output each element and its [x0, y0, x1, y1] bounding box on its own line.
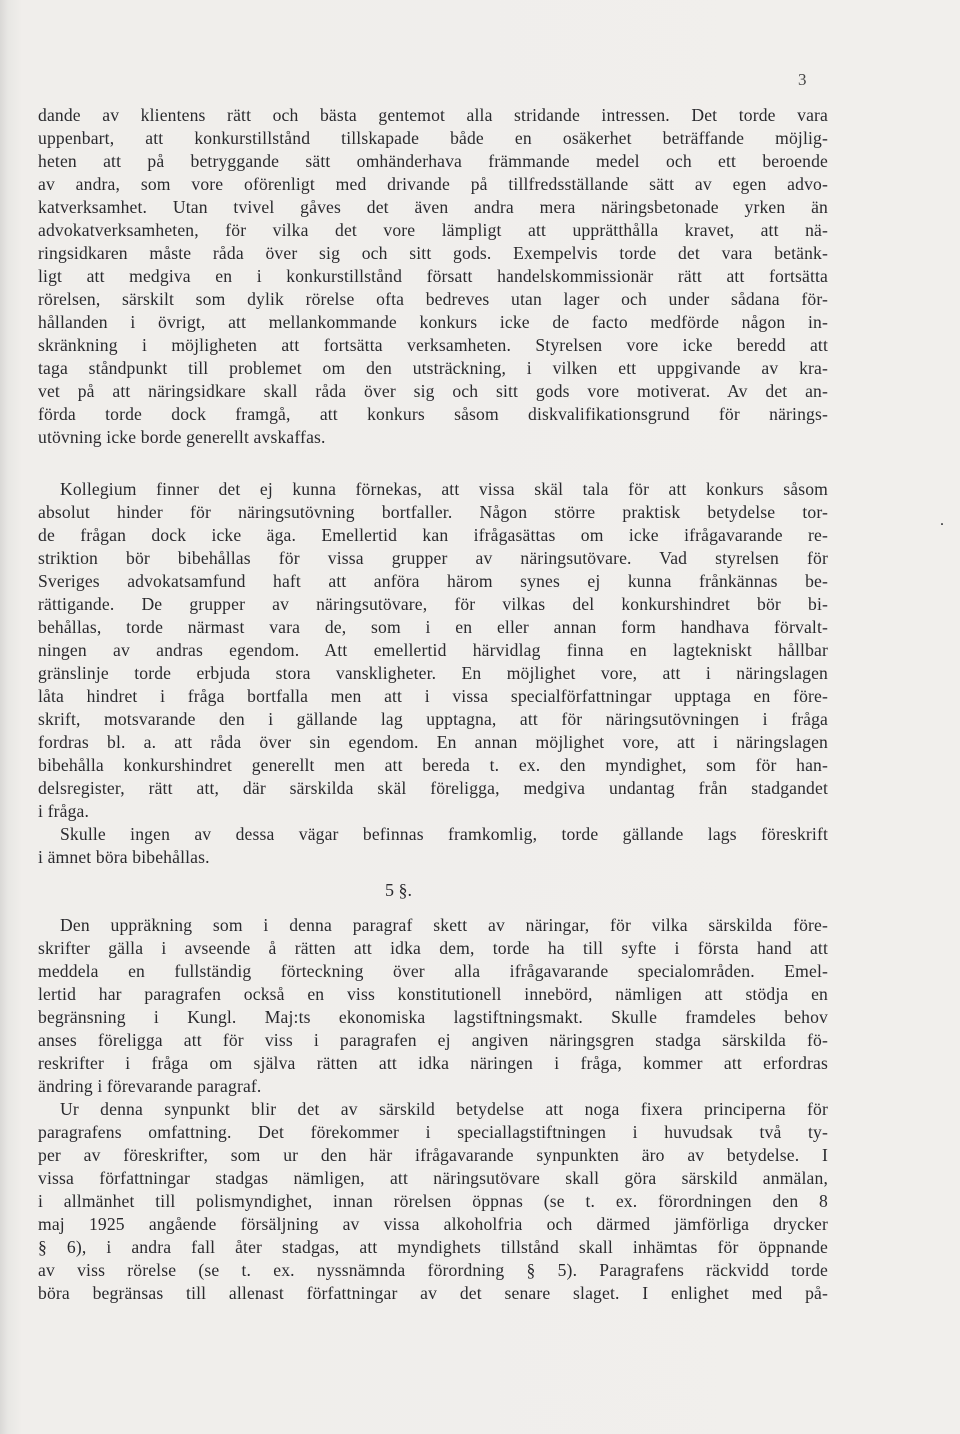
text-line: fordras bl. a. att råda över sin egendom. En annan möjlighet vore, att i näringslagen	[38, 732, 828, 752]
paragraph-alternative	[38, 823, 828, 869]
text-line: av viss rörelse (se t. ex. nyssnämnda förordning § 5). Paragrafens räckvidd torde	[38, 1260, 828, 1280]
paragraph-synpunkt	[38, 1098, 828, 1305]
text-line: bibehålla konkurshindret generellt men att bereda t. ex. den myndighet, som för han-	[38, 755, 828, 775]
text-line: katverksamhet. Utan tvivel gåves det även andra mera näringsbetonade yrken än	[38, 197, 828, 217]
text-line: ändring i förevarande paragraf.	[38, 1076, 262, 1096]
text-line: gränslinje torde erbjuda stora vanskligheter. En möjlighet vore, att i näringslagen	[38, 663, 828, 683]
text-line: i fråga.	[38, 801, 90, 821]
text-line: skränkning i möjligheten att fortsätta verksamheten. Styrelsen vore icke beredd att	[38, 335, 828, 355]
text-line: de frågan dock icke äga. Emellertid kan ifrågasättas om icke ifrågavarande re-	[38, 525, 828, 545]
text-line: ligt att medgiva en i konkurstillstånd försatt handelskommissionär rätt att fortsätta	[38, 266, 828, 286]
text-line: advokatverksamheten, för vilka det vore lämpligt att upprätthålla kravet, att nä-	[38, 220, 828, 240]
text-line: vissa författningar stadgas nämligen, att näringsutövare skall göra särskild anmälan,	[38, 1168, 828, 1188]
text-line: skrift, motsvarande den i gällande lag upptagna, att för näringsutövningen i fråga	[38, 709, 828, 729]
text-line: i ämnet böra bibehållas.	[38, 847, 210, 867]
text-line: i allmänhet till polismyndighet, innan rörelsen öppnas (se t. ex. förordningen den 8	[38, 1191, 828, 1211]
text-line: ningen av andras egendom. Att emellertid härvidlag finna en lagtekniskt hållbar	[38, 640, 828, 660]
text-line: taga ståndpunkt till problemet om den utsträckning, i vilken ett uppgivande av kra-	[38, 358, 828, 378]
text-line: per av föreskrifter, som ur den här ifrågavarande synpunkten äro av betydelse. I	[38, 1145, 828, 1165]
text-line: lertid har paragrafen också en viss konstitutionell innebörd, nämligen att stödja en	[38, 984, 828, 1004]
paragraph-kollegium	[38, 478, 828, 823]
text-line: absolut hinder för näringsutövning bortfaller. Någon större praktisk betydelse tor-	[38, 502, 828, 522]
text-line: uppenbart, att konkurstillstånd tillskapade både en osäkerhet beträffande möjlig-	[38, 128, 828, 148]
text-line: begränsning i Kungl. Maj:ts ekonomiska lagstiftningsmakt. Skulle framdeles behov	[38, 1007, 828, 1027]
text-line: Ur denna synpunkt blir det av särskild betydelse att noga fixera principerna för	[60, 1099, 828, 1119]
text-line: låta hindret i fråga bortfalla men att i vissa specialförfattningar upptaga en före-	[38, 686, 828, 706]
section-heading: 5 §.	[385, 880, 412, 900]
text-line: delsregister, rätt att, där särskilda skäl föreligga, medgiva undantag från stadgandet	[38, 778, 828, 798]
text-line: § 6), i andra fall åter stadgas, att myndighets tillstånd skall inhämtas för öppnande	[38, 1237, 828, 1257]
text-line: böra begränsas till allenast författningar av det senare slaget. I enlighet med på-	[38, 1283, 828, 1303]
paragraph-section-5	[38, 914, 828, 1098]
text-line: reskrifter i fråga om själva rätten att idka näringen i fråga, kommer att erfordras	[38, 1053, 828, 1073]
text-line: behållas, torde närmast vara de, som i en eller annan form handhava förvalt-	[38, 617, 828, 637]
text-line: Kollegium finner det ej kunna förnekas, att vissa skäl tala för att konkurs såsom	[60, 479, 828, 499]
text-line: maj 1925 angående försäljning av vissa alkoholfria och därmed jämförliga drycker	[38, 1214, 828, 1234]
text-line: hållanden i övrigt, att mellankommande konkurs icke de facto medförde någon in-	[38, 312, 828, 332]
text-line: heten att på betryggande sätt omhänderhava främmande medel och ett beroende	[38, 151, 828, 171]
text-line: rörelsen, särskilt som dylik rörelse ofta bedreves utan lager och under sådana för-	[38, 289, 828, 309]
text-line: striktion bör bibehållas för vissa grupper av näringsutövare. Vad styrelsen för	[38, 548, 828, 568]
text-line: Sveriges advokatsamfund haft att anföra härom synes ej kunna frånkännas be-	[38, 571, 828, 591]
text-line: Den uppräkning som i denna paragraf skett av näringar, för vilka särskilda före-	[60, 915, 828, 935]
paragraph-continuation	[38, 104, 828, 449]
margin-mark: .	[940, 512, 944, 529]
text-line: dande av klientens rätt och bästa gentemot alla stridande intressen. Det torde vara	[38, 105, 828, 125]
text-line: anses föreligga att för viss i paragrafen ej angiven näringsgren stadga särskilda fö-	[38, 1030, 828, 1050]
text-line: skrifter gälla i avseende å rätten att idka dem, torde ha till syfte i första hand att	[38, 938, 828, 958]
page-number: 3	[798, 70, 807, 89]
text-line: ringsidkaren måste råda över sig och sitt gods. Exempelvis torde det vara betänk-	[38, 243, 828, 263]
text-line: paragrafens omfattning. Det förekommer i speciallagstiftningen i huvudsak två ty-	[38, 1122, 828, 1142]
text-line: vet på att näringsidkare skall råda över sig och sitt gods vore motiverat. Av det an-	[38, 381, 828, 401]
text-line: av andra, som vore oförenligt med drivande på tillfredsställande sätt av egen advo-	[38, 174, 828, 194]
text-line: meddela en fullständig förteckning över alla ifrågavarande specialområden. Emel-	[38, 961, 828, 981]
text-line: förda torde dock framgå, att konkurs såsom diskvalifikationsgrund för närings-	[38, 404, 828, 424]
text-line: rättigande. De grupper av näringsutövare, för vilkas del konkurshindret bör bi-	[38, 594, 828, 614]
text-line: Skulle ingen av dessa vägar befinnas framkomlig, torde gällande lags föreskrift	[60, 824, 828, 844]
text-line: utövning icke borde generellt avskaffas.	[38, 427, 326, 447]
